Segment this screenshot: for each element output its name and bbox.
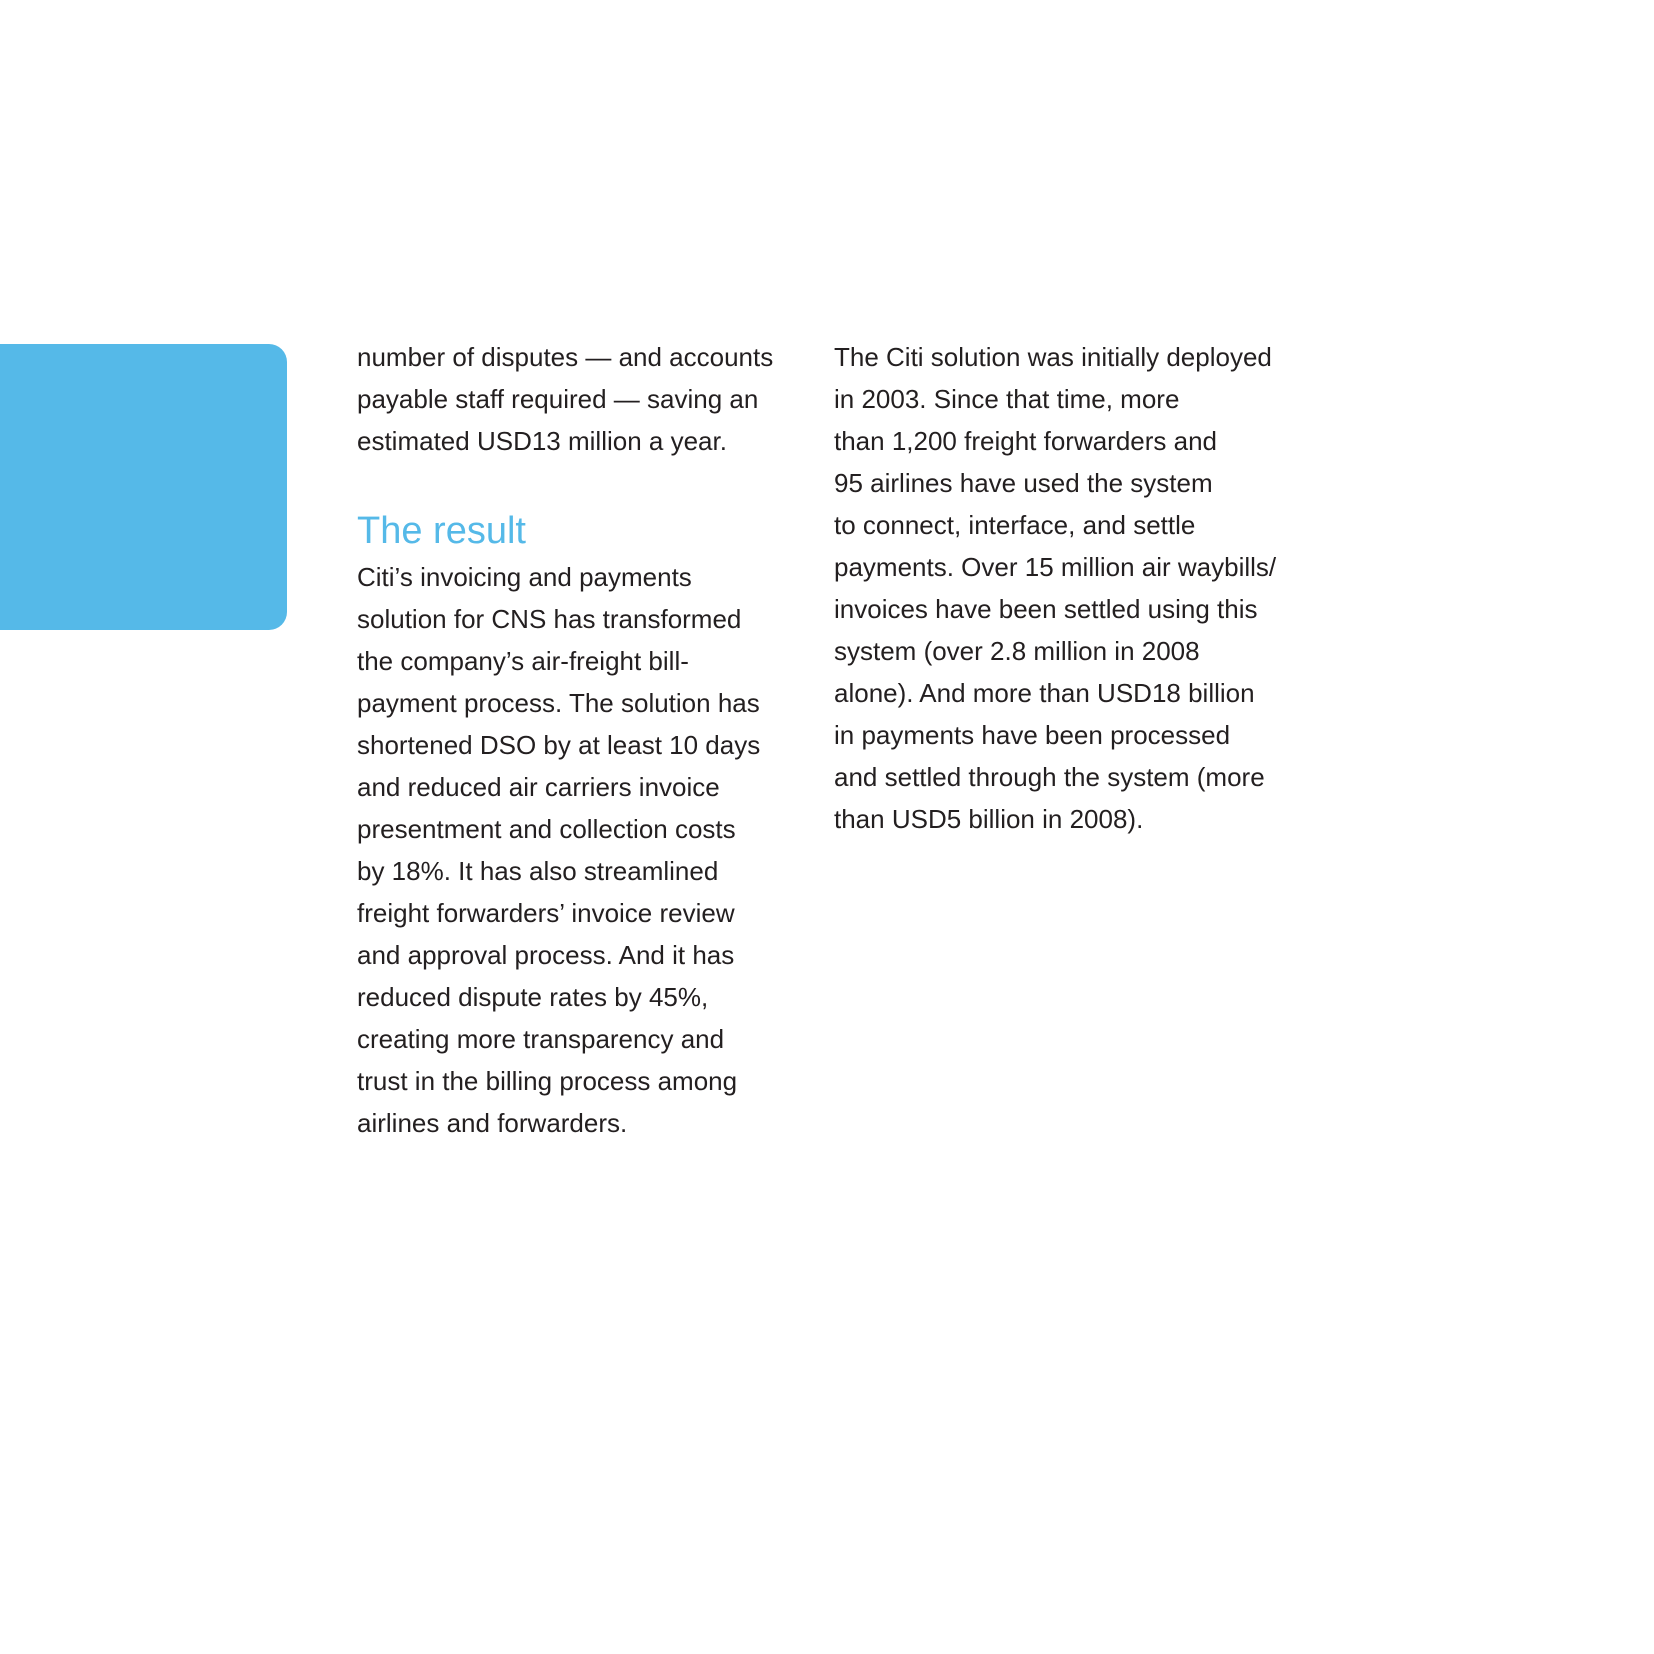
text-line: the company’s air-freight bill- <box>357 646 689 676</box>
text-line: in 2003. Since that time, more <box>834 384 1180 414</box>
text-line: by 18%. It has also streamlined <box>357 856 719 886</box>
text-line: in payments have been processed <box>834 720 1231 750</box>
section-heading: The result <box>357 510 526 552</box>
text-line: The Citi solution was initially deployed <box>834 342 1272 372</box>
text-line: presentment and collection costs <box>357 814 736 844</box>
text-line: than 1,200 freight forwarders and <box>834 426 1218 456</box>
text-line: 95 airlines have used the system <box>834 468 1213 498</box>
text-line: and approval process. And it has <box>357 940 735 970</box>
text-line: Citi’s invoicing and payments <box>357 562 692 592</box>
text-line: to connect, interface, and settle <box>834 510 1196 540</box>
left-column <box>357 336 787 1144</box>
text-line: estimated USD13 million a year. <box>357 426 727 456</box>
text-line: payable staff required — saving an <box>357 384 759 414</box>
text-line: and settled through the system (more <box>834 762 1265 792</box>
intro-paragraph <box>357 336 787 462</box>
text-line: reduced dispute rates by 45%, <box>357 982 709 1012</box>
right-column <box>834 336 1294 840</box>
text-line: solution for CNS has transformed <box>357 604 742 634</box>
text-line: payments. Over 15 million air waybills/ <box>834 552 1277 582</box>
text-line: freight forwarders’ invoice review <box>357 898 735 928</box>
text-line: alone). And more than USD18 billion <box>834 678 1255 708</box>
deployment-paragraph <box>834 336 1294 840</box>
text-line: number of disputes — and accounts <box>357 342 774 372</box>
text-line: invoices have been settled using this <box>834 594 1258 624</box>
page-number: 28 <box>140 767 270 892</box>
text-line: airlines and forwarders. <box>357 1108 628 1138</box>
text-line: shortened DSO by at least 10 days <box>357 730 761 760</box>
text-line: than USD5 billion in 2008). <box>834 804 1144 834</box>
text-line: payment process. The solution has <box>357 688 760 718</box>
text-line: and reduced air carriers invoice <box>357 772 720 802</box>
result-paragraph <box>357 556 787 1144</box>
text-line: system (over 2.8 million in 2008 <box>834 636 1200 666</box>
text-line: trust in the billing process among <box>357 1066 738 1096</box>
page-number-tab <box>0 344 287 892</box>
text-line: creating more transparency and <box>357 1024 725 1054</box>
